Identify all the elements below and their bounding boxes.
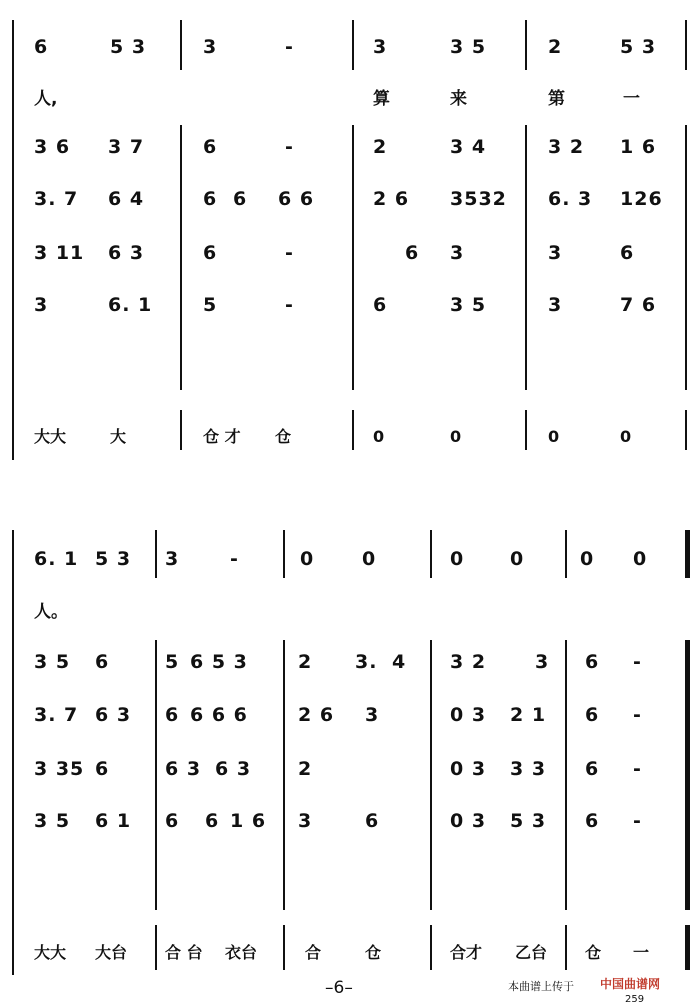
percussion-syllable: 仓 才 xyxy=(203,427,241,446)
note-group: 3. xyxy=(355,651,378,673)
percussion-syllable: 合 台 xyxy=(165,943,203,962)
note-group: 3 xyxy=(34,294,49,316)
percussion-syllable: 仓 xyxy=(585,943,602,962)
barline xyxy=(155,530,157,578)
note-group: 3 5 xyxy=(34,810,71,832)
note-group: 2 xyxy=(298,758,313,780)
lyric-syllable: 算 xyxy=(373,89,390,109)
note-group: 6 xyxy=(165,810,180,832)
note-group: 3 xyxy=(548,294,563,316)
note-group: 3 5 xyxy=(450,294,487,316)
barline xyxy=(283,530,285,578)
note-group: 3 xyxy=(548,242,563,264)
note-group: 3 5 xyxy=(450,36,487,58)
barline xyxy=(352,410,354,450)
note-group: 2 xyxy=(548,36,563,58)
note-group: 0 3 xyxy=(450,758,487,780)
note-group: - xyxy=(633,810,642,832)
percussion-syllable: 仓 xyxy=(275,427,292,446)
note-group: 3 xyxy=(450,242,465,264)
note-group: 6. 3 xyxy=(548,188,593,210)
note-group: 6 xyxy=(620,242,635,264)
note-group: 6 xyxy=(373,294,388,316)
note-group: 6 6 6 xyxy=(190,704,248,726)
note-group: 0 xyxy=(510,548,525,570)
footer-number: 259 xyxy=(625,994,645,1005)
barline xyxy=(565,640,567,910)
percussion-syllable: 合 xyxy=(305,943,322,962)
note-group: 3 xyxy=(298,810,313,832)
note-group: 6 xyxy=(165,704,180,726)
note-group: 2 1 xyxy=(510,704,547,726)
note-group: 6 5 3 xyxy=(190,651,248,673)
note-group: 2 6 xyxy=(373,188,410,210)
note-group: 3 5 xyxy=(34,651,71,673)
barline xyxy=(283,640,285,910)
note-group: 126 xyxy=(620,188,663,210)
percussion-syllable: 0 xyxy=(373,427,385,446)
note-group: 6 xyxy=(585,651,600,673)
note-group: 6 xyxy=(585,810,600,832)
note-group: 0 xyxy=(300,548,315,570)
percussion-syllable: 一 xyxy=(633,943,650,962)
note-group: 6 1 xyxy=(95,810,132,832)
system2-left-line xyxy=(12,530,14,975)
note-group: 0 3 xyxy=(450,704,487,726)
barline xyxy=(180,125,182,390)
note-group: 3 3 xyxy=(510,758,547,780)
barline xyxy=(565,925,567,970)
barline xyxy=(352,20,354,70)
note-group: 2 xyxy=(298,651,313,673)
note-group: 0 xyxy=(450,548,465,570)
percussion-syllable: 0 xyxy=(620,427,632,446)
system1-left-line xyxy=(12,20,14,460)
note-group: 1 6 xyxy=(230,810,267,832)
note-group: 4 xyxy=(392,651,407,673)
note-group: 3 xyxy=(203,36,218,58)
note-group: 6 6 xyxy=(278,188,315,210)
barline xyxy=(352,125,354,390)
note-group: 6 xyxy=(203,242,218,264)
note-group: 6. 1 xyxy=(34,548,79,570)
note-group: 5 3 xyxy=(510,810,547,832)
note-group: 6 xyxy=(95,651,110,673)
percussion-syllable: 大台 xyxy=(95,943,128,962)
note-group: 6 xyxy=(233,188,248,210)
note-group: 3532 xyxy=(450,188,507,210)
percussion-syllable: 合才 xyxy=(450,943,483,962)
note-group: - xyxy=(285,294,294,316)
barline xyxy=(155,925,157,970)
note-group: 3 4 xyxy=(450,136,487,158)
barline xyxy=(180,410,182,450)
note-group: 0 xyxy=(362,548,377,570)
percussion-syllable: 衣台 xyxy=(225,943,258,962)
note-group: - xyxy=(230,548,239,570)
note-group: 6 3 xyxy=(215,758,252,780)
barline xyxy=(525,125,527,390)
note-group: 3 35 xyxy=(34,758,85,780)
note-group: 1 6 xyxy=(620,136,657,158)
note-group: 0 xyxy=(633,548,648,570)
note-group: 6 3 xyxy=(95,704,132,726)
barline xyxy=(685,125,687,390)
note-group: 3 xyxy=(165,548,180,570)
note-group: 5 3 xyxy=(110,36,147,58)
note-group: 2 xyxy=(373,136,388,158)
note-group: 3 xyxy=(365,704,380,726)
percussion-syllable: 0 xyxy=(548,427,560,446)
note-group: 6 xyxy=(585,758,600,780)
barline xyxy=(525,20,527,70)
lyric-syllable: 一 xyxy=(623,89,640,109)
barline xyxy=(283,925,285,970)
upload-credit: 本曲谱上传于 xyxy=(508,980,574,993)
note-group: 5 xyxy=(165,651,180,673)
percussion-syllable: 大大 xyxy=(34,427,67,446)
note-group: - xyxy=(633,758,642,780)
final-barline xyxy=(685,925,690,970)
barline xyxy=(430,530,432,578)
note-group: - xyxy=(633,651,642,673)
note-group: 3. 7 xyxy=(34,704,79,726)
lyric-syllable: 人, xyxy=(34,89,58,109)
percussion-syllable: 乙台 xyxy=(515,943,548,962)
note-group: 6 xyxy=(203,188,218,210)
note-group: 6 3 xyxy=(165,758,202,780)
note-group: - xyxy=(285,136,294,158)
note-group: 3. 7 xyxy=(34,188,79,210)
note-group: 6 xyxy=(205,810,220,832)
barline xyxy=(565,530,567,578)
page-number: –6– xyxy=(325,978,353,998)
barline xyxy=(685,20,687,70)
note-group: 2 6 xyxy=(298,704,335,726)
note-group: 6 xyxy=(95,758,110,780)
lyric-syllable: 人。 xyxy=(34,602,68,622)
barline xyxy=(155,640,157,910)
note-group: 3 xyxy=(373,36,388,58)
note-group: - xyxy=(285,36,294,58)
note-group: 6 3 xyxy=(108,242,145,264)
site-logo-text: 中国曲谱网 xyxy=(600,977,661,991)
note-group: 3 2 xyxy=(548,136,585,158)
note-group: - xyxy=(285,242,294,264)
note-group: 3 6 xyxy=(34,136,71,158)
barline xyxy=(525,410,527,450)
note-group: 6 xyxy=(365,810,380,832)
note-group: 5 xyxy=(203,294,218,316)
percussion-syllable: 大 xyxy=(110,427,127,446)
note-group: 6 xyxy=(405,242,420,264)
barline xyxy=(430,640,432,910)
note-group: 3 2 xyxy=(450,651,487,673)
percussion-syllable: 仓 xyxy=(365,943,382,962)
barline xyxy=(685,410,687,450)
percussion-syllable: 大大 xyxy=(34,943,67,962)
note-group: 6. 1 xyxy=(108,294,153,316)
note-group: 3 11 xyxy=(34,242,85,264)
note-group: 6 xyxy=(203,136,218,158)
note-group: 0 3 xyxy=(450,810,487,832)
note-group: 7 6 xyxy=(620,294,657,316)
note-group: 6 xyxy=(585,704,600,726)
note-group: 5 3 xyxy=(620,36,657,58)
note-group: 3 xyxy=(535,651,550,673)
note-group: 3 7 xyxy=(108,136,145,158)
note-group: - xyxy=(633,704,642,726)
barline xyxy=(430,925,432,970)
note-group: 5 3 xyxy=(95,548,132,570)
lyric-syllable: 来 xyxy=(450,89,467,109)
note-group: 0 xyxy=(580,548,595,570)
barline xyxy=(180,20,182,70)
note-group: 6 xyxy=(34,36,49,58)
percussion-syllable: 0 xyxy=(450,427,462,446)
lyric-syllable: 第 xyxy=(548,89,565,109)
note-group: 6 4 xyxy=(108,188,145,210)
final-barline xyxy=(685,530,690,578)
final-barline xyxy=(685,640,690,910)
